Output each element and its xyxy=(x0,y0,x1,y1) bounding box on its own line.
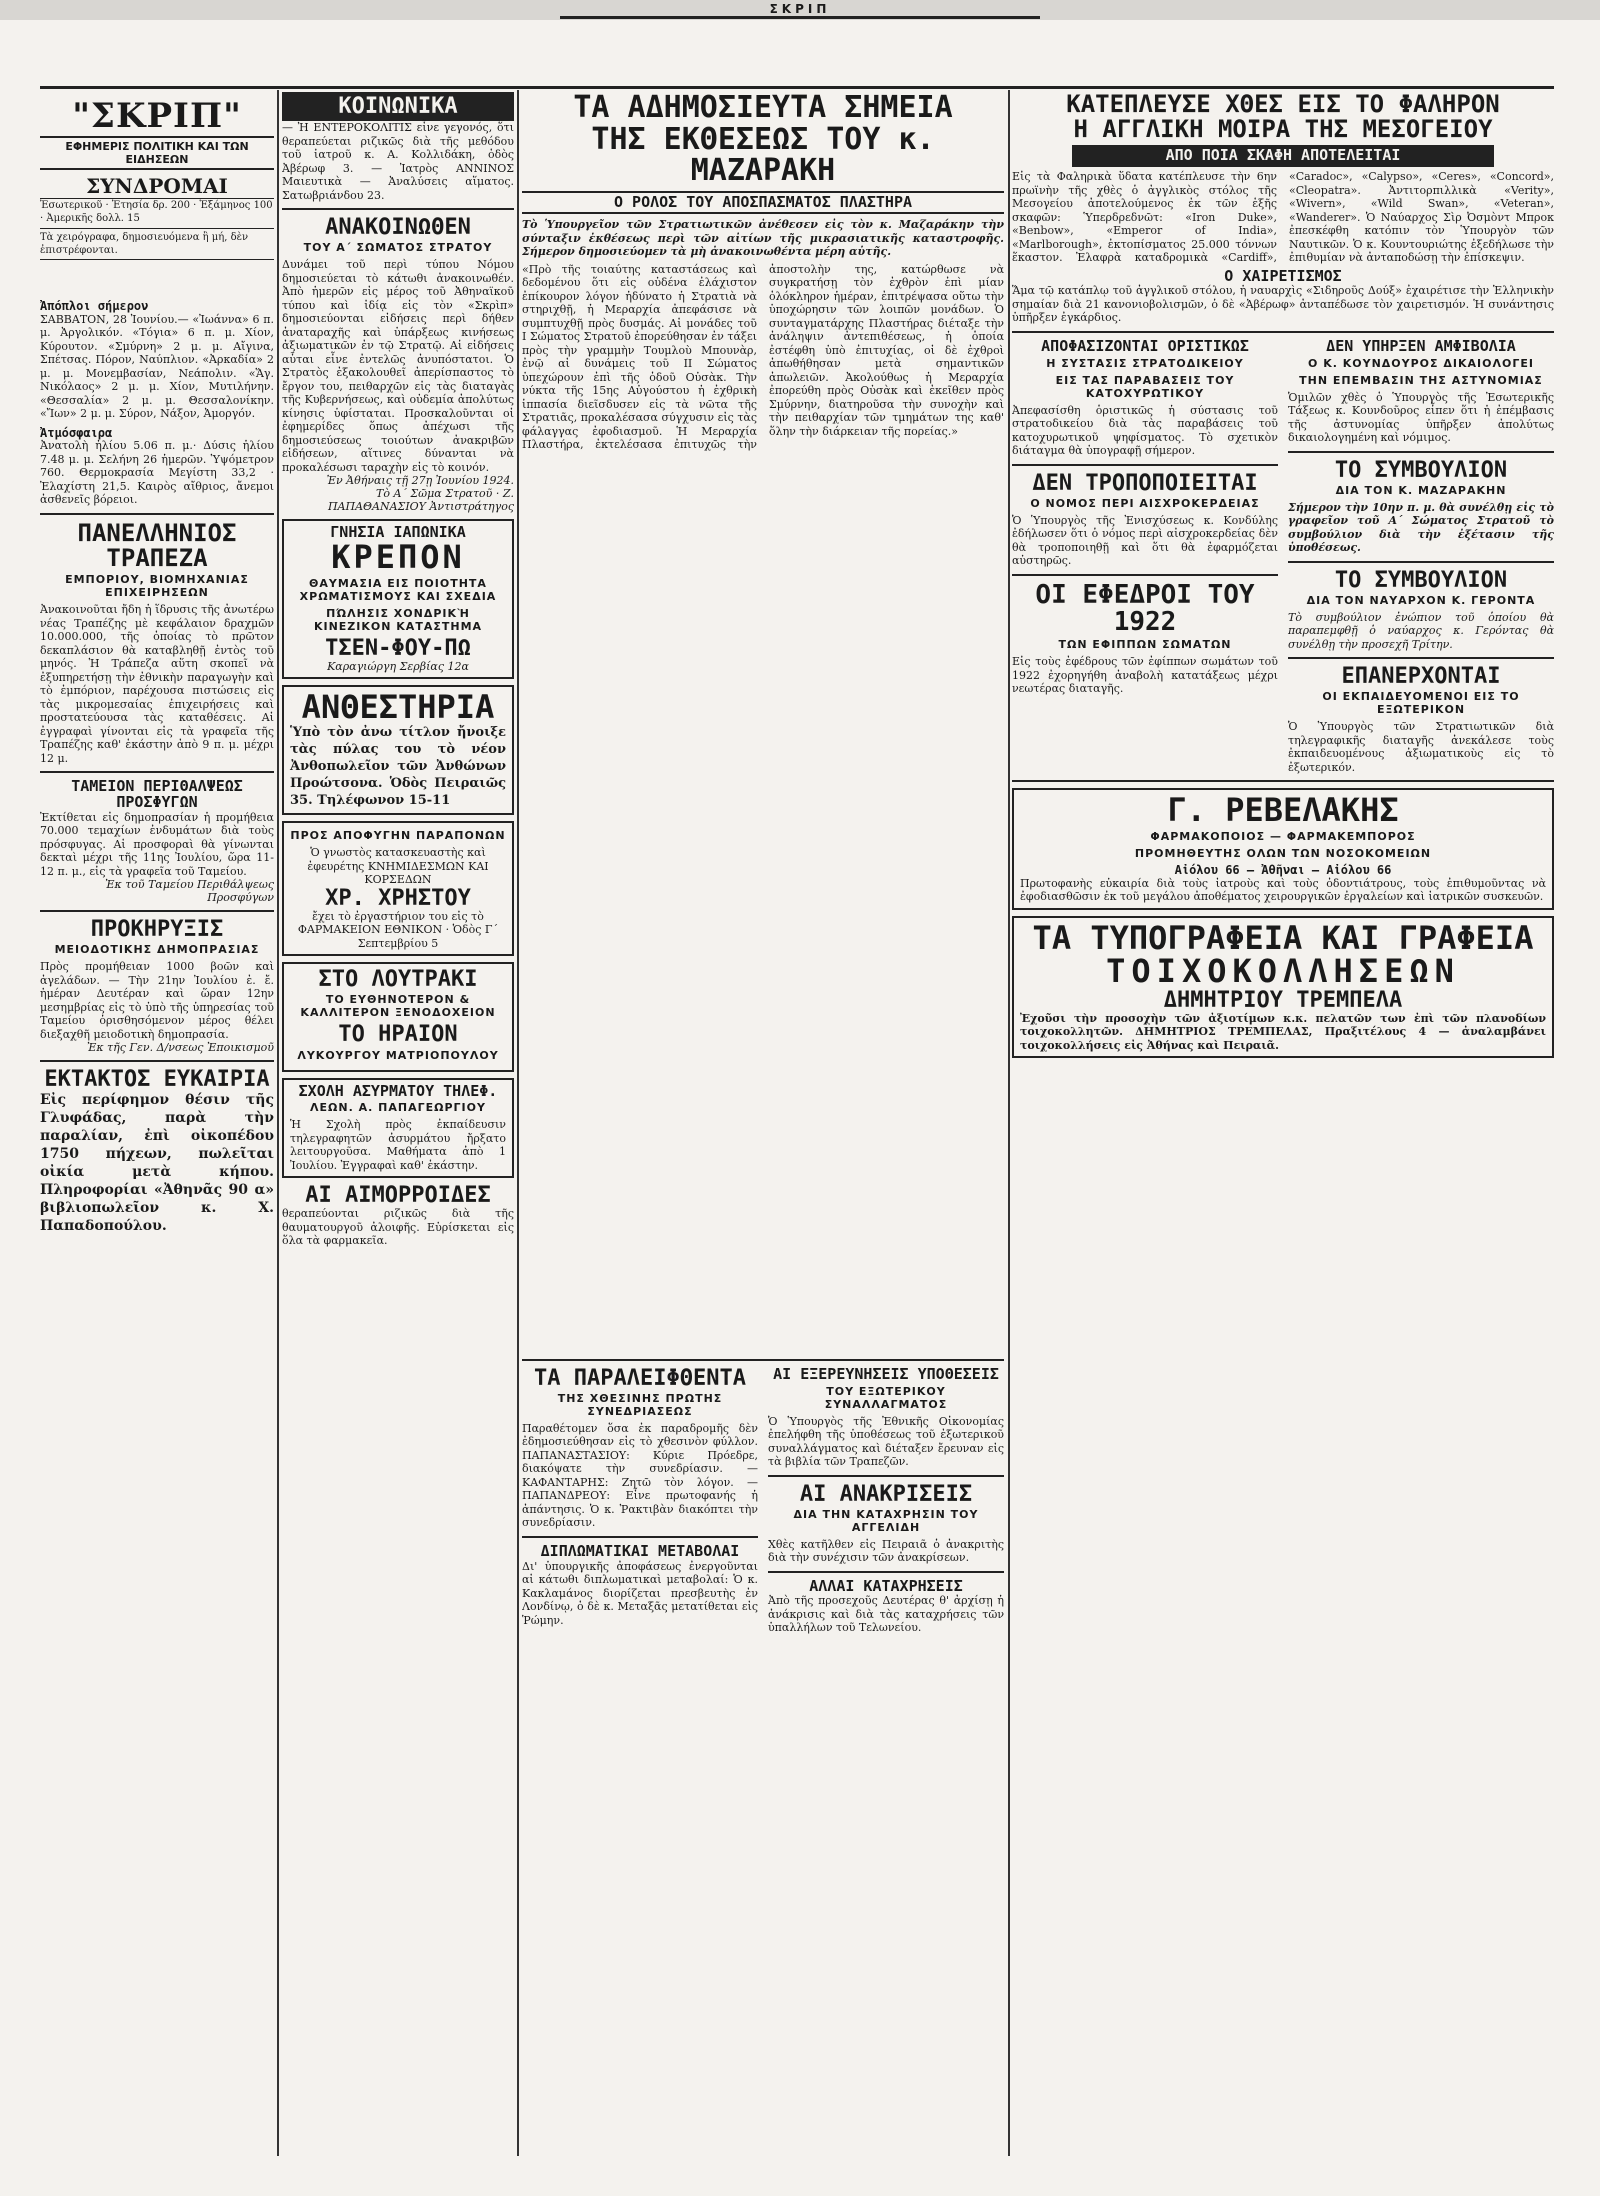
ad-revelakis-sub: ΦΑΡΜΑΚΟΠΟΙΟΣ — ΦΑΡΜΑΚΕΜΠΟΡΟΣ xyxy=(1150,830,1416,843)
masthead-title: "ΣΚΡΙΠ" xyxy=(72,96,242,136)
subscriptions-label: ΣΥΝΔΡΟΜΑΙ xyxy=(40,174,274,199)
column-5 xyxy=(1012,92,1554,2152)
ad-crepon-name: ΤΣΕΝ-ΦΟΥ-ΠΩ xyxy=(325,635,471,661)
investigation-body: Χθὲς κατῆλθεν εἰς Πειραιᾶ ὁ ἀνακριτὴς διὰ τὴν συνέχισιν τῶν ἀνακρίσεων. xyxy=(768,1537,1004,1565)
ad-trempelas-title-2: ΤΟΙΧΟΚΟΛΛΗΣΕΩΝ xyxy=(1106,952,1460,991)
law-subhead: Ο ΝΟΜΟΣ ΠΕΡΙ ΑΙΣΧΡΟΚΕΡΔΕΙΑΣ xyxy=(1030,496,1260,510)
ad-loutraki-hotel: ΤΟ ΗΡΑΙΟΝ xyxy=(338,1022,458,1048)
lead-headline-1: ΤΑ ΑΔΗΜΟΣΙΕΥΤΑ ΣΗΜΕΙΑ xyxy=(573,92,953,125)
fund-title: ΤΑΜΕΙΟΝ ΠΕΡΙΘΑΛΨΕΩΣ ΠΡΟΣΦΥΓΩΝ xyxy=(71,777,243,811)
ad-christou-tail: ἔχει τὸ ἐργαστήριον του εἰς τὸ ΦΑΡΜΑΚΕΙΟΝ ΕΘΝΙΚΟΝ · Ὁδὸς Γ΄ Σεπτεμβρίου 5 xyxy=(297,909,499,950)
ad-crepon-product: ΚΡΕΠΟΝ xyxy=(331,537,465,576)
chance-title: ΕΚΤΑΚΤΟΣ ΕΥΚΑΙΡΙΑ xyxy=(44,1067,270,1093)
bank-subtitle: ΕΜΠΟΡΙΟΥ, ΒΙΟΜΗΧΑΝΙΑΣ ΕΠΙΧΕΙΡΗΣΕΩΝ xyxy=(65,573,249,600)
fleet-body: Εἰς τὰ Φαληρικὰ ὕδατα κατέπλευσε τὴν 6ην πρωϊνὴν τῆς χθὲς ὁ ἀγγλικὸς στόλος τῆς Μεσογείου ἀποτελούμενος ἐκ τῶν ἑξῆς σκαφῶν: Ὑπερδρεδνῶτ: «Iron Duke», «Benbow», «Emperor of India», «Marlborough», ἐκτοπίσματος 25.000 τόννων ἕκαστον. Ἐλαφρὰ καταδρομικὰ «Cardiff», «Caradoc», «Calypso», «Ceres», «Concord», «Cleopatra». Ἀντιτορπιλλικὰ «Verity», «Wivern», «Wild Swan», «Veteran», «Wanderer». Ὁ Ναύαρχος Σὶρ Ὀσμὸντ Μπροκ ἐπεσκέφθη κατόπιν τὸν Ὑπουργὸν τῶν Ναυτικῶν. Ὁ κ. Κουντουριώτης ἐξεδήλωσε τὴν ἐπιθυμίαν νὰ ἀνταποδώσῃ τὴν ἐπίσκεψιν. xyxy=(1012,170,1554,265)
council2-headline: ΤΟ ΣΥΜΒΟΥΛΙΟΝ xyxy=(1334,567,1508,593)
column-rule xyxy=(517,90,519,2156)
other-abuses-body: Ἀπὸ τῆς προσεχοῦς Δευτέρας θ' ἀρχίσῃ ἡ ἀνάκρισις καὶ διὰ τὰς καταχρήσεις τῶν ὑπαλλήλων τοῦ Τελωνείου. xyxy=(768,1594,1004,1635)
column-rule xyxy=(277,90,279,2156)
fund-body: Ἐκτίθεται εἰς δημοπρασίαν ἡ προμήθεια 70.000 τεμαχίων ἐνδυμάτων διὰ τοὺς πρόσφυγας. Αἱ προσφοραὶ θὰ γίνωνται δεκταὶ μέχρι τῆς 11ης Ἰουλίου, ὥρα 11-12 π. μ., εἰς τὰ γραφεῖα τοῦ Ταμείου. xyxy=(40,810,274,878)
fleet-headline-1: ΚΑΤΕΠΛΕΥΣΕ ΧΘΕΣ ΕΙΣ ΤΟ ΦΑΛΗΡΟΝ xyxy=(1066,92,1500,118)
column-2 xyxy=(282,92,514,2152)
investigation-headline: ΑΙ ΑΝΑΚΡΙΣΕΙΣ xyxy=(799,1481,973,1507)
col5-left xyxy=(1012,336,1278,775)
bank-body: Ἀνακοινοῦται ἤδη ἡ ἵδρυσις τῆς ἀνωτέρω νέας Τραπέζης μὲ κεφάλαιον δραχμῶν 10.000.000, τῆς ὁποίας τὸ πρῶτον δεκαπλάσιον θὰ καταβληθῇ ἐντὸς τοῦ μηνός. Ἡ Τράπεζα αὕτη σκοπεῖ νὰ ἐξυπηρετήσῃ τὴν ἐθνικὴν παραγωγὴν καὶ τὸ ἐμπόριον, παρέχουσα πιστώσεις εἰς τὰς μικρομεσαίας ἐπιχειρήσεις καὶ προστατεύουσα τὰς καταθέσεις. Αἱ ἐγγραφαὶ γίνονται εἰς τὰ γραφεῖα τῆς Τραπέζης καθ' ἑκάστην ἀπὸ 9 π. μ. μέχρι 12 μ. xyxy=(40,603,274,765)
social-body: — Ἡ ΕΝΤΕΡΟΚΟΛΙΤΙΣ εἶνε γεγονός, ὅτι θεραπεύεται ριζικῶς διὰ τῆς μεθόδου τοῦ ἰατροῦ κ. Α. Κολλιδάκη, ὁδὸς Ἀβέρωφ 3. — Ἰατρὸς ΑΝΝΙΝΟΣ Μαιευτικὰ — Ἀναλύσεις αἵματος. Σατωβριάνδου 23. xyxy=(282,121,514,202)
sailings-label: Ἀπόπλοι σήμερον xyxy=(40,300,149,313)
ad-anthestiria-body: Ὑπὸ τὸν ἀνω τίτλον ἤνοιξε τὰς πύλας του τὸ νέον Ἀνθοπωλεῖον τῶν Ἀνθώνων Προώτσονα. Ὁδὸς Πειραιῶς 35. Τηλέφωνον 15-11 xyxy=(290,725,506,809)
lower-right xyxy=(768,1364,1004,1635)
exchange-headline: ΑΙ ΕΞΕΡΕΥΝΗΣΕΙΣ ΥΠΟΘΕΣΕΙΣ xyxy=(773,1364,999,1383)
lead-headline-2: ΤΗΣ ΕΚΘΕΣΕΩΣ ΤΟΥ κ. ΜΑΖΑΡΑΚΗ xyxy=(591,121,935,188)
salute-body: Ἅμα τῷ κατάπλῳ τοῦ ἀγγλικοῦ στόλου, ἡ ναυαρχὶς «Σιδηροῦς Δούξ» ἐχαιρέτισε τὴν Ἑλληνικὴν σημαίαν διὰ 21 κανονιοβολισμῶν, ὁ δὲ «Ἀβέρωφ» ἀνταπέδωσε τὸν χαιρετισμόν. Ἡ συνάντησις ὑπῆρξεν ἐγκάρδιος. xyxy=(1012,284,1554,325)
tender-body: Πρὸς προμήθειαν 1000 βοῶν καὶ ἀγελάδων. — Τὴν 21ην Ἰουλίου ἐ. ἔ. ἡμέραν Δευτέραν καὶ ὥραν 12ην μεσημβρίας εἰς τὸ ὑπὸ τῆς ὑπηρεσίας τοῦ Ταμείου ὁρισθησόμενον μέρος θέλει διεξαχθῆ μειοδοτικὴ δημοπρασία. xyxy=(40,960,274,1041)
council-subhead: ΔΙΑ ΤΟΝ Κ. ΜΑΖΑΡΑΚΗΝ xyxy=(1335,483,1507,497)
ad-anthestiria-title: ΑΝΘΕΣΤΗΡΙΑ xyxy=(301,687,495,726)
courtmartial-body: Ἀπεφασίσθη ὁριστικῶς ἡ σύστασις τοῦ στρατοδικείου διὰ τὰς παραβάσεις τοῦ κατοχυρωτικοῦ ψηφίσματος. Τὸ σχετικὸν διάταγμα θὰ ὑπογραφῇ σήμερον. xyxy=(1012,403,1278,458)
ad-christou-title: ΠΡΟΣ ΑΠΟΦΥΓΗΝ ΠΑΡΑΠΟΝΩΝ xyxy=(290,829,506,843)
omitted-headline: ΤΑ ΠΑΡΑΛΕΙΦΘΕΝΤΑ xyxy=(534,1365,746,1391)
fleet-headline-2: Η ΑΓΓΛΙΚΗ ΜΟΙΡΑ ΤΗΣ ΜΕΣΟΓΕΙΟΥ xyxy=(1073,115,1493,144)
announcement-sign: Τὸ Α΄ Σῶμα Στρατοῦ · Ζ. ΠΑΠΑΘΑΝΑΣΙΟΥ Ἀντιστράτηγος xyxy=(327,487,514,514)
weather-label: Ἀτμόσφαιρα xyxy=(40,425,113,440)
lead-subhead: Ο ΡΟΛΟΣ ΤΟΥ ΑΠΟΣΠΑΣΜΑΤΟΣ ΠΛΑΣΤΗΡΑ xyxy=(522,191,1004,215)
doubt-subhead: Ο Κ. ΚΟΥΝΔΟΥΡΟΣ ΔΙΚΑΙΟΛΟΓΕΙ xyxy=(1308,356,1534,370)
header-strip: ΣΚΡΙΠ xyxy=(560,2,1040,19)
announcement-body: Δυνάμει τοῦ περὶ τύπου Νόμου δημοσιεύεται τὸ κάτωθι ἀνακοινωθέν. Ἀπὸ ἡμερῶν εἰς μέρος τοῦ Ἀθηναϊκοῦ τύπου καὶ ἰδίᾳ εἰς τὸν «Σκρὶπ» δημοσιεύονται εἰδήσεις περὶ δήθεν ἀναταραχῆς καὶ ὑπάρξεως κινήσεως ἀξιωματικῶν ἐν τῷ Στρατῷ. Αἱ εἰδήσεις αὗται εἶνε ἐντελῶς ἀνυπόστατοι. Ὁ Στρατὸς ἐξακολουθεῖ ἀπερίσπαστος τὸ ἔργον του, πειθαρχῶν εἰς τὰς διαταγὰς τῆς Κυβερνήσεως, καὶ οὐδεμία ἀπολύτως κίνησις ὑφίσταται. Προσκαλοῦνται οἱ ἐφημερίδες ὅπως ἀπέχωσι τῆς δημοσιεύσεως τοιούτων ἀνακριβῶν εἰδήσεων, αἵτινες δύνανται νὰ προκαλέσωσι ταραχὴν εἰς τὸ κοινόν. xyxy=(282,258,514,474)
ad-hemorrhoids-title: ΑΙ ΑΙΜΟΡΡΟΙΔΕΣ xyxy=(305,1183,491,1209)
tender-sign: Ἐκ τῆς Γεν. Δ/νσεως Ἐποικισμοῦ xyxy=(86,1041,274,1055)
sailings-text: ΣΑΒΒΑΤΟΝ, 28 Ἰουνίου.— «Ἰωάννα» 6 π. μ. Ἀργολικόν. «Τόγια» 6 π. μ. Χίον, Κύρουτον. «Σμύρνη» 2 μ. μ. Αἴγινα, Σπέτσας. Πόρον, Ναύπλιον. «Ἀρκαδία» 2 μ. μ. Μονεμβασίαν, Νεάπολιν. «Ἅγ. Νικόλαος» 2 μ. μ. Χίον, Μυτιλήνην. «Θεσσαλία» 2 μ. μ. Θεσσαλονίκην. «Ἴων» 2 μ. μ. Σύρον, Νάξον, Ἀμοργόν. xyxy=(40,312,274,421)
masthead xyxy=(40,96,274,260)
ad-anthestiria xyxy=(282,685,514,816)
column-rule xyxy=(1008,90,1010,2156)
council2-body: Τὸ συμβούλιον ἐνώπιον τοῦ ὁποίου θὰ παραπεμφθῇ ὁ ναύαρχος κ. Γερόντας θὰ συνέλθῃ τὴν προσεχῆ Τρίτην. xyxy=(1288,610,1554,651)
ad-hemorrhoids-body: θεραπεύονται ριζικῶς διὰ τῆς θαυματουργοῦ ἀλοιφῆς. Εὑρίσκεται εἰς ὅλα τὰ φαρμακεῖα. xyxy=(282,1207,514,1248)
masthead-subtitle: ΕΦΗΜΕΡΙΣ ΠΟΛΙΤΙΚΗ ΚΑΙ ΤΩΝ ΕΙΔΗΣΕΩΝ xyxy=(40,136,274,170)
council2-subhead: ΔΙΑ ΤΟΝ ΝΑΥΑΡΧΟΝ Κ. ΓΕΡΟΝΤΑ xyxy=(1306,593,1536,607)
law-body: Ὁ Ὑπουργὸς τῆς Ἐνισχύσεως κ. Κονδύλης ἐδήλωσεν ὅτι ὁ νόμος περὶ αἰσχροκερδείας δὲν θὰ τροποποιηθῇ καὶ ὅτι θὰ ἐφαρμόζεται αὐστηρῶς. xyxy=(1012,513,1278,568)
return-subhead: ΟΙ ΕΚΠΑΙΔΕΥΟΜΕΝΟΙ ΕΙΣ ΤΟ ΕΞΩΤΕΡΙΚΟΝ xyxy=(1322,690,1520,717)
announcement-title: ΑΝΑΚΟΙΝΩΘΕΝ xyxy=(325,215,471,241)
return-headline: ΕΠΑΝΕΡΧΟΝΤΑΙ xyxy=(1341,664,1501,690)
reservists-subhead: ΤΩΝ ΕΦΙΠΠΩΝ ΣΩΜΑΤΩΝ xyxy=(1058,638,1232,652)
lower-section xyxy=(522,1364,1004,1635)
bank-title: ΠΑΝΕΛΛΗΝΙΟΣ ΤΡΑΠΕΖΑ xyxy=(77,518,237,572)
ad-crepon-title: ΓΝΗΣΙΑ ΙΑΠΩΝΙΚΑ xyxy=(330,523,466,542)
column-1 xyxy=(40,300,274,2150)
announcement-subtitle: ΤΟΥ Α΄ ΣΩΜΑΤΟΣ ΣΤΡΑΤΟΥ xyxy=(303,241,493,255)
reservists-body: Εἰς τοὺς ἐφέδρους τῶν ἐφίππων σωμάτων τοῦ 1922 ἐχορηγήθη ἀναβολὴ κατατάξεως μέχρι νεωτέρας διαταγῆς. xyxy=(1012,655,1278,696)
lead-body: «Πρὸ τῆς τοιαύτης καταστάσεως καὶ δεδομένου ὅτι εἰς οὐδένα ἐλάχιστον ἐπίκουρον λόγον ἠδύνατο ἡ Στρατιὰ νὰ στηριχθῇ, ἡ Μεραρχία ἀπεφάσισε νὰ συμπτυχθῇ πρὸς δυσμάς. Αἱ μονάδες τοῦ Ι Σώματος Στρατοῦ ἐπορεύθησαν ἐν τάξει πρὸς τὴν γραμμὴν Τουμλοὺ Μπουνὰρ, ἐνῷ αἱ δυνάμεις τοῦ ΙΙ Σώματος ὑπεχώρουν ἐπὶ τῆς ὁδοῦ Οὐσὰκ. Τὴν νύκτα τῆς 15ης Αὐγούστου ἡ ἐχθρικὴ ἱππασία διεῖσδυσεν εἰς τὰ νῶτα τῆς Στρατιᾶς, προκαλέσασα σύγχυσιν εἰς τὰς φάλαγγας ἐφοδιασμοῦ. Ἡ Μεραρχία Πλαστήρα, ἐκτελέσασα ἐπιτυχῶς τὴν ἀποστολὴν της, κατώρθωσε νὰ συγκρατήσῃ τὸν ἐχθρὸν ἐπὶ μίαν ὁλόκληρον ἡμέραν, ἐπιτρέψασα οὕτω τὴν ὑποχώρησιν τῶν λοιπῶν μονάδων. Ὁ συνταγματάρχης Πλαστήρας διέταξε τὴν ἀνάληψιν ἀντεπιθέσεως, ἡ ὁποία ἐστέφθη ὑπὸ ἐπιτυχίας, οἱ δὲ ἐχθροὶ ἀπωθήθησαν μετὰ σημαντικῶν ἀπωλειῶν. Ἀκολούθως ἡ Μεραρχία ἐπορεύθη πρὸς Οὐσὰκ καὶ ἐκεῖθεν πρὸς Σμύρνην, διατηροῦσα τὴν συνοχὴν καὶ τὴν πειθαρχίαν τῶν τμημάτων της καθ' ὅλην τὴν διάρκειαν τῆς πορείας.» xyxy=(522,262,1004,452)
ad-christou-name: ΧΡ. ΧΡΗΣΤΟΥ xyxy=(325,885,471,911)
fund-sign: Ἐκ τοῦ Ταμείου Περιθάλψεως Προσφύγων xyxy=(105,878,274,905)
council-body: Σήμερον τὴν 10ην π. μ. θὰ συνέλθῃ εἰς τὸ γραφεῖον τοῦ Α΄ Σώματος Στρατοῦ τὸ συμβούλιον διὰ τὴν ἐξέτασιν τῆς ὑποθέσεως. xyxy=(1288,500,1554,555)
council-headline: ΤΟ ΣΥΜΒΟΥΛΙΟΝ xyxy=(1334,457,1508,483)
doubt-body: Ὁμιλῶν χθὲς ὁ Ὑπουργὸς τῆς Ἐσωτερικῆς Τάξεως κ. Κουνδοῦρος εἶπεν ὅτι ἡ ἐπέμβασις τῆς ἀστυνομίας ὑπῆρξεν ἀπολύτως δικαιολογημένη καὶ νόμιμος. xyxy=(1288,390,1554,445)
omitted-body: Παραθέτομεν ὅσα ἐκ παραδρομῆς δὲν ἐδημοσιεύθησαν εἰς τὸ χθεσινὸν φύλλον. ΠΑΠΑΝΑΣΤΑΣΙΟΥ: Κύριε Πρόεδρε, διακόψατε τὴν συνεδρίασιν. — ΚΑΦΑΝΤΑΡΗΣ: Ζητῶ τὸν λόγον. — ΠΑΠΑΝΔΡΕΟΥ: Εἶνε πρωτοφανής ἡ ἀπάντησις. Ὁ κ. Ῥακτιβὰν διακόπτει τὴν συνεδρίασιν. xyxy=(522,1421,758,1530)
ad-revelakis xyxy=(1012,788,1554,909)
ad-wireless-body: Ἡ Σχολὴ πρὸς ἐκπαίδευσιν τηλεγραφητῶν ἀσυρμάτου ἤρξατο λειτουργοῦσα. Μαθήματα ἀπὸ 1 Ἰουλίου. Ἐγγραφαὶ καθ' ἑκάστην. xyxy=(290,1118,506,1172)
ad-loutraki-sub: ΤΟ ΕΥΘΗΝΟΤΕΡΟΝ & ΚΑΛΛΙΤΕΡΟΝ ΞΕΝΟΔΟΧΕΙΟΝ xyxy=(300,993,496,1020)
reservists-headline: ΟΙ ΕΦΕΔΡΟΙ ΤΟΥ 1922 xyxy=(1035,579,1255,638)
ad-wireless-title: ΣΧΟΛΗ ΑΣΥΡΜΑΤΟΥ ΤΗΛΕΦ. xyxy=(298,1081,498,1100)
ad-revelakis-address: Αἰόλου 66 — Ἀθῆναι — Αἰόλου 66 xyxy=(1174,863,1392,877)
tender-subtitle: ΜΕΙΟΔΟΤΙΚΗΣ ΔΗΜΟΠΡΑΣΙΑΣ xyxy=(54,943,260,957)
doubt-headline: ΔΕΝ ΥΠΗΡΞΕΝ ΑΜΦΙΒΟΛΙΑ xyxy=(1326,336,1516,355)
ad-christou xyxy=(282,821,514,956)
ad-revelakis-name: Γ. ΡΕΒΕΛΑΚΗΣ xyxy=(1167,791,1399,830)
ad-crepon-address: Καραγιώργη Σερβίας 12α xyxy=(327,659,469,673)
doubt-subhead-2: ΤΗΝ ΕΠΕΜΒΑΣΙΝ ΤΗΣ ΑΣΤΥΝΟΜΙΑΣ xyxy=(1299,373,1543,387)
diplomatic-body: Δι' ὑπουργικῆς ἀποφάσεως ἐνεργοῦνται αἱ κάτωθι διπλωματικαὶ μεταβολαί: Ὁ κ. Κακλαμάνος διορίζεται πρεσβευτὴς ἐν Λονδίνῳ, ὁ δὲ κ. Μεταξᾶς μετατίθεται εἰς Ῥώμην. xyxy=(522,1559,758,1627)
ad-wireless-school xyxy=(282,1078,514,1179)
col5-right xyxy=(1288,336,1554,775)
other-abuses-headline: ΑΛΛΑΙ ΚΑΤΑΧΡΗΣΕΙΣ xyxy=(809,1576,963,1595)
omitted-subhead: ΤΗΣ ΧΘΕΣΙΝΗΣ ΠΡΩΤΗΣ ΣΥΝΕΔΡΙΑΣΕΩΣ xyxy=(557,1391,723,1418)
courtmartial-headline: ΑΠΟΦΑΣΙΖΟΝΤΑΙ ΟΡΙΣΤΙΚΩΣ xyxy=(1041,336,1249,355)
fleet-subhead: ΑΠΟ ΠΟΙΑ ΣΚΑΦΗ ΑΠΟΤΕΛΕΙΤΑΙ xyxy=(1072,145,1494,167)
lower-left xyxy=(522,1367,758,1635)
ad-trempelas-name: ΔΗΜΗΤΡΙΟΥ ΤΡΕΜΠΕΛΑ xyxy=(1163,987,1403,1013)
lead-intro: Τὸ Ὑπουργεῖον τῶν Στρατιωτικῶν ἀνέθεσεν εἰς τὸν κ. Μαζαράκην τὴν σύνταξιν ἐκθέσεως περὶ τῶν αἰτίων τῆς μικρασιατικῆς καταστροφῆς. Σήμερον δημοσιεύομεν τὰ μὴ ἀνακοινωθέντα μέρη αὐτῆς. xyxy=(522,218,1004,259)
manuscripts-note: Τὰ χειρόγραφα, δημοσιευόμενα ἢ μή, δὲν ἐπιστρέφονται. xyxy=(40,228,274,260)
ad-loutraki-owner: ΛΥΚΟΥΡΓΟΥ ΜΑΤΡΙΟΠΟΥΛΟΥ xyxy=(297,1048,499,1062)
investigation-subhead: ΔΙΑ ΤΗΝ ΚΑΤΑΧΡΗΣΙΝ ΤΟΥ ΑΓΓΕΛΙΔΗ xyxy=(793,1507,979,1534)
col5-split xyxy=(1012,336,1554,775)
ad-loutraki-title: ΣΤΟ ΛΟΥΤΡΑΚΙ xyxy=(318,967,478,993)
return-body: Ὁ Ὑπουργὸς τῶν Στρατιωτικῶν διὰ τηλεγραφικῆς διαταγῆς ἀνεκάλεσε τοὺς ἐκπαιδευομένους ἀξιωματικοὺς εἰς τὸ ἐξωτερικόν. xyxy=(1288,720,1554,774)
ad-crepon xyxy=(282,519,514,678)
ad-christou-body: Ὁ γνωστὸς κατασκευαστὴς καὶ ἐφευρέτης ΚΝΗΜΙΔΕΣΜΩΝ ΚΑΙ ΚΟΡΣΕΔΩΝ xyxy=(307,846,489,887)
top-rule xyxy=(40,86,1554,89)
ad-wireless-name: ΛΕΩΝ. Α. ΠΑΠΑΓΕΩΡΓΙΟΥ xyxy=(310,1101,486,1115)
ad-trempelas-title: ΤΑ ΤΥΠΟΓΡΑΦΕΙΑ ΚΑΙ ΓΡΑΦΕΙΑ xyxy=(1032,918,1534,957)
subscriptions-text: Ἐσωτερικοῦ · Ἐτησία δρ. 200 · Ἑξάμηνος 100 · Ἀμερικῆς δολλ. 15 xyxy=(40,200,273,224)
ad-crepon-tagline: ΘΑΥΜΑΣΙΑ ΕΙΣ ΠΟΙΟΤΗΤΑ ΧΡΩΜΑΤΙΣΜΟΥΣ ΚΑΙ ΣΧΕΔΙΑ xyxy=(299,576,497,603)
salute-headline: Ο ΧΑΙΡΕΤΙΣΜΟΣ xyxy=(1224,266,1342,285)
ad-crepon-store: ΠΏΛΗΣΙΣ ΧΟΝΔΡΙΚῊ ΚΙΝΕΖΙΚΟΝ ΚΑΤΑΣΤΗΜΑ xyxy=(313,606,483,633)
social-title: ΚΟΙΝΩΝΙΚΑ xyxy=(282,92,514,121)
courtmartial-subhead: Η ΣΥΣΤΑΣΙΣ ΣΤΡΑΤΟΔΙΚΕΙΟΥ xyxy=(1046,356,1244,370)
ad-trempelas xyxy=(1012,916,1554,1059)
column-3 xyxy=(522,92,1004,2152)
exchange-subhead: ΤΟΥ ΕΞΩΤΕΡΙΚΟΥ ΣΥΝΑΛΛΑΓΜΑΤΟΣ xyxy=(824,1384,948,1411)
tender-title: ΠΡΟΚΗΡΥΞΙΣ xyxy=(90,917,224,943)
ad-revelakis-sub2: ΠΡΟΜΗΘΕΥΤΗΣ ΟΛΩΝ ΤΩΝ ΝΟΣΟΚΟΜΕΙΩΝ xyxy=(1134,847,1432,860)
courtmartial-subhead-2: ΕΙΣ ΤΑΣ ΠΑΡΑΒΑΣΕΙΣ ΤΟΥ ΚΑΤΟΧΥΡΩΤΙΚΟΥ xyxy=(1055,373,1235,400)
chance-body: Εἰς περίφημον θέσιν τῆς Γλυφάδας, παρὰ τὴν παραλίαν, ἐπὶ οἰκοπέδου 1750 πήχεων, πωλεῖται οἰκία μετὰ κήπου. Πληροφορίαι «Ἀθηνᾶς 90 α» βιβλιοπωλεῖον κ. Χ. Παπαδοπούλου. xyxy=(40,1092,274,1235)
ad-trempelas-body: Ἐχοῦσι τὴν προσοχὴν τῶν ἀξιοτίμων κ.κ. πελατῶν των ἐπὶ τῶν πλανοδίων τοιχοκολλητῶν. ΔΗΜΗΤΡΙΟΣ ΤΡΕΜΠΕΛΑΣ, Πραξιτέλους 4 — ἀναλαμβάνει τοιχοκολλήσεις εἰς Ἀθήνας καὶ Πειραιᾶ. xyxy=(1020,1011,1546,1052)
ad-loutraki xyxy=(282,962,514,1071)
exchange-body: Ὁ Ὑπουργὸς τῆς Ἐθνικῆς Οἰκονομίας ἐπελήφθη τῆς ὑποθέσεως τοῦ ἐξωτερικοῦ συναλλάγματος καὶ διέταξεν ἔρευναν εἰς τὰ βιβλία τῶν Τραπεζῶν. xyxy=(768,1414,1004,1468)
diplomatic-headline: ΔΙΠΛΩΜΑΤΙΚΑΙ ΜΕΤΑΒΟΛΑΙ xyxy=(540,1541,740,1560)
announcement-date: Ἐν Ἀθήναις τῇ 27ῃ Ἰουνίου 1924. xyxy=(326,474,514,488)
law-headline: ΔΕΝ ΤΡΟΠΟΠΟΙΕΙΤΑΙ xyxy=(1032,470,1258,496)
weather-text: Ἀνατολὴ ἡλίου 5.06 π. μ.· Δύσις ἡλίου 7.48 μ. μ. Σελήνη 26 ἡμερῶν. Ὑψόμετρον 760. Θερμοκρασία Μεγίστη 33,2 · Ἐλαχίστη 21,5. Καιρὸς αἴθριος, ἄνεμοι ἀσθενεῖς βόρειοι. xyxy=(40,439,274,507)
ad-revelakis-body: Πρωτοφανὴς εὐκαιρία διὰ τοὺς ἰατροὺς καὶ τοὺς ὀδοντιάτρους, τοὺς ἐπιθυμοῦντας νὰ ἐφοδιασθῶσιν ἐκ τοῦ μεγάλου ἀποθέματος χειρουργικῶν ἐργαλείων καὶ ἰατρικῶν συσκευῶν. xyxy=(1020,876,1546,904)
